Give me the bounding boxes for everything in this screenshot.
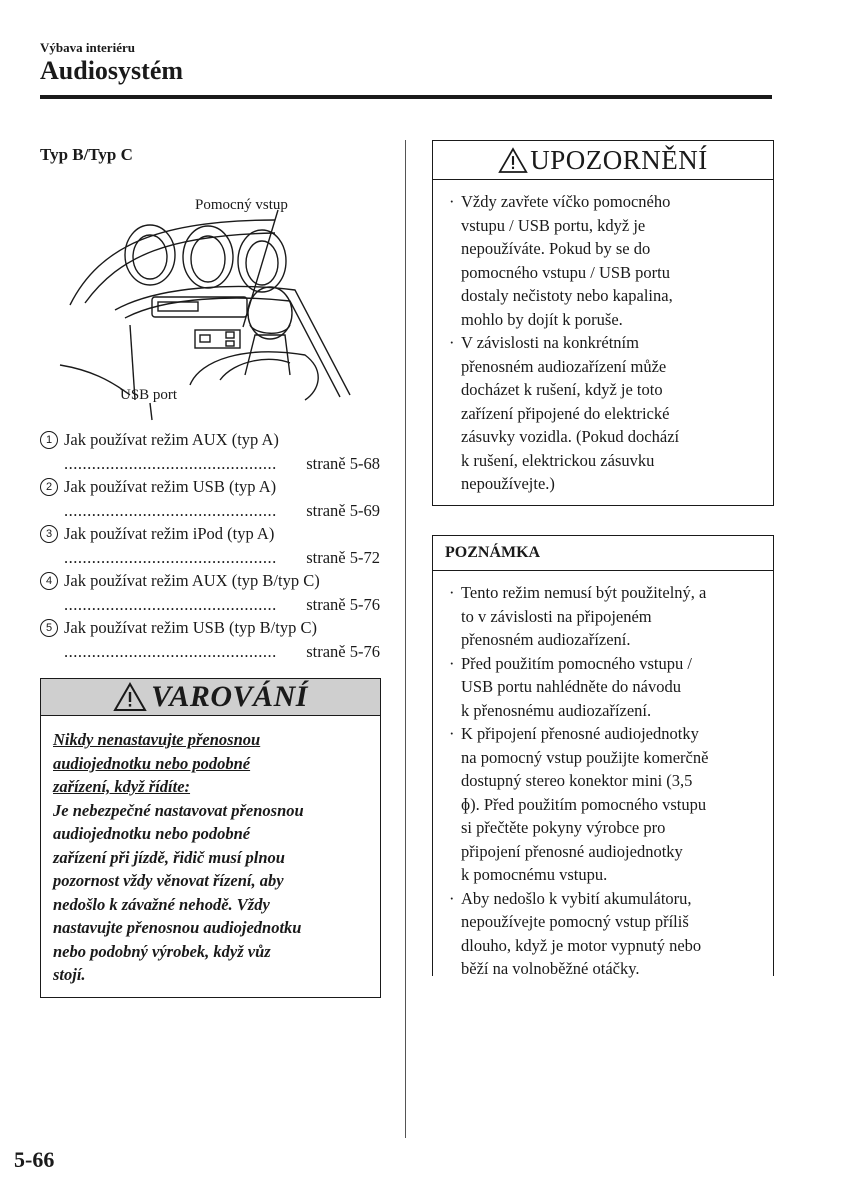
caution-triangle-icon: [498, 147, 528, 174]
text-line: · K připojení přenosné audiojednotky: [461, 724, 699, 743]
leader-dots: ..............................................: [64, 453, 277, 473]
item-number: 1: [40, 431, 58, 449]
item-number: 3: [40, 525, 58, 543]
text-line: to v závislosti na připojeném: [461, 606, 652, 626]
text-line: dlouho, když je motor vypnutý nebo: [461, 935, 702, 955]
text-line: zařízení připojené do elektrické: [461, 403, 670, 423]
warning-text-line: nedošlo k závažné nehodě. Vždy: [53, 894, 270, 914]
subheading-type-b-c: Typ B/Typ C: [40, 145, 133, 164]
console-illustration: [40, 185, 380, 425]
warning-body: [41, 716, 380, 987]
reference-list: [40, 428, 380, 663]
text-line: zásuvky vozidla. (Pokud dochází: [461, 427, 680, 446]
leader-dots: ..............................................: [64, 500, 277, 520]
warning-text-line: nastavujte přenosnou audiojednotku: [53, 918, 302, 937]
text-line: připojení přenosné audiojednotky: [461, 841, 683, 861]
text-line: · Aby nedošlo k vybití akumulátoru,: [461, 888, 692, 908]
list-item: [40, 616, 380, 663]
warning-lead-line: audiojednotku nebo podobné: [53, 753, 251, 773]
text-line: přenosném audiozařízení může: [461, 356, 667, 376]
text-line: · V závislosti na konkrétním: [461, 333, 639, 352]
warning-lead-line: Nikdy nenastavujte přenosnou: [53, 730, 261, 749]
leader-dots: ..............................................: [64, 594, 277, 614]
page-reference: straně 5-69: [306, 500, 380, 520]
text-line: si přečtěte pokyny výrobce pro: [461, 818, 666, 837]
warning-lead-line: zařízení, když řídíte:: [53, 777, 191, 796]
text-line: pomocného vstupu / USB portu: [461, 262, 670, 282]
text-line: · Před použitím pomocného vstupu /: [461, 653, 692, 673]
note-title: POZNÁMKA: [433, 536, 773, 571]
warning-text-line: nebo podobný výrobek, když vůz: [53, 941, 271, 961]
warning-header: [41, 679, 380, 716]
item-number: 4: [40, 572, 58, 590]
column-divider: [405, 140, 406, 1138]
item-text: Jak používat režim AUX (typ B/typ C): [64, 571, 320, 590]
text-line: na pomocný vstup použijte komerčně: [461, 747, 709, 767]
text-line: docházet k rušení, když je toto: [461, 380, 663, 399]
caution-bullet: [449, 190, 761, 331]
text-line: k přenosnému audiozařízení.: [461, 700, 652, 720]
page-reference: straně 5-72: [306, 547, 380, 567]
text-line: běží na volnoběžné otáčky.: [461, 959, 640, 978]
leader-dots: ..............................................: [64, 547, 277, 567]
caution-header: [433, 141, 773, 180]
note-bullet: [449, 722, 761, 887]
text-line: dostupný stereo konektor mini (3,5: [461, 771, 693, 790]
list-item: [40, 428, 380, 475]
item-text: Jak používat režim AUX (typ A): [64, 430, 279, 449]
warning-text-line: audiojednotku nebo podobné: [53, 824, 251, 843]
warning-text-line: Je nebezpečné nastavovat přenosnou: [53, 800, 304, 820]
list-item: [40, 522, 380, 569]
text-line: nepoužívejte pomocný vstup příliš: [461, 912, 689, 931]
warning-box: [40, 678, 381, 998]
warning-title: VAROVÁNÍ: [151, 680, 308, 713]
list-item: [40, 475, 380, 522]
warning-text-line: stojí.: [53, 965, 86, 984]
page-number: 5-66: [14, 1147, 55, 1172]
warning-triangle-icon: [113, 682, 147, 712]
section-label: Výbava interiéru: [40, 40, 135, 55]
caution-box: [432, 140, 774, 506]
note-bullet: [449, 581, 761, 652]
note-body: [433, 571, 773, 981]
page-reference: straně 5-68: [306, 453, 380, 473]
warning-text-line: zařízení při jízdě, řidič musí plnou: [53, 847, 285, 867]
text-line: · Tento režim nemusí být použitelný, a: [461, 583, 707, 602]
warning-text-line: pozornost vždy věnovat řízení, aby: [53, 871, 284, 890]
item-number: 5: [40, 619, 58, 637]
page-title: Audiosystém: [40, 56, 184, 85]
list-item: [40, 569, 380, 616]
header-rule: [40, 95, 772, 99]
text-line: vstupu / USB portu, když je: [461, 215, 646, 235]
item-text: Jak používat režim USB (typ B/typ C): [64, 618, 317, 637]
text-line: USB portu nahlédněte do návodu: [461, 677, 681, 696]
text-line: ɸ). Před použitím pomocného vstupu: [461, 794, 707, 814]
text-line: nepoužívejte.): [461, 474, 555, 493]
note-box: [432, 535, 774, 976]
text-line: k rušení, elektrickou zásuvku: [461, 450, 655, 470]
caution-bullet: [449, 331, 761, 496]
page-reference: straně 5-76: [306, 594, 380, 614]
item-text: Jak používat režim USB (typ A): [64, 477, 277, 496]
figure-label-usb: USB port: [120, 387, 178, 403]
text-line: · Vždy zavřete víčko pomocného: [461, 192, 671, 211]
page-reference: straně 5-76: [306, 641, 380, 661]
text-line: mohlo by dojít k poruše.: [461, 309, 623, 329]
item-number: 2: [40, 478, 58, 496]
text-line: k pomocnému vstupu.: [461, 865, 608, 884]
figure-label-aux: Pomocný vstup: [195, 197, 288, 213]
note-bullet: [449, 887, 761, 981]
note-bullet: [449, 652, 761, 723]
leader-dots: ..............................................: [64, 641, 277, 661]
text-line: přenosném audiozařízení.: [461, 630, 631, 649]
item-text: Jak používat režim iPod (typ A): [64, 524, 275, 543]
text-line: dostaly nečistoty nebo kapalina,: [461, 286, 673, 305]
caution-title: UPOZORNĚNÍ: [530, 144, 708, 175]
text-line: nepoužíváte. Pokud by se do: [461, 239, 651, 258]
caution-body: [433, 180, 773, 496]
